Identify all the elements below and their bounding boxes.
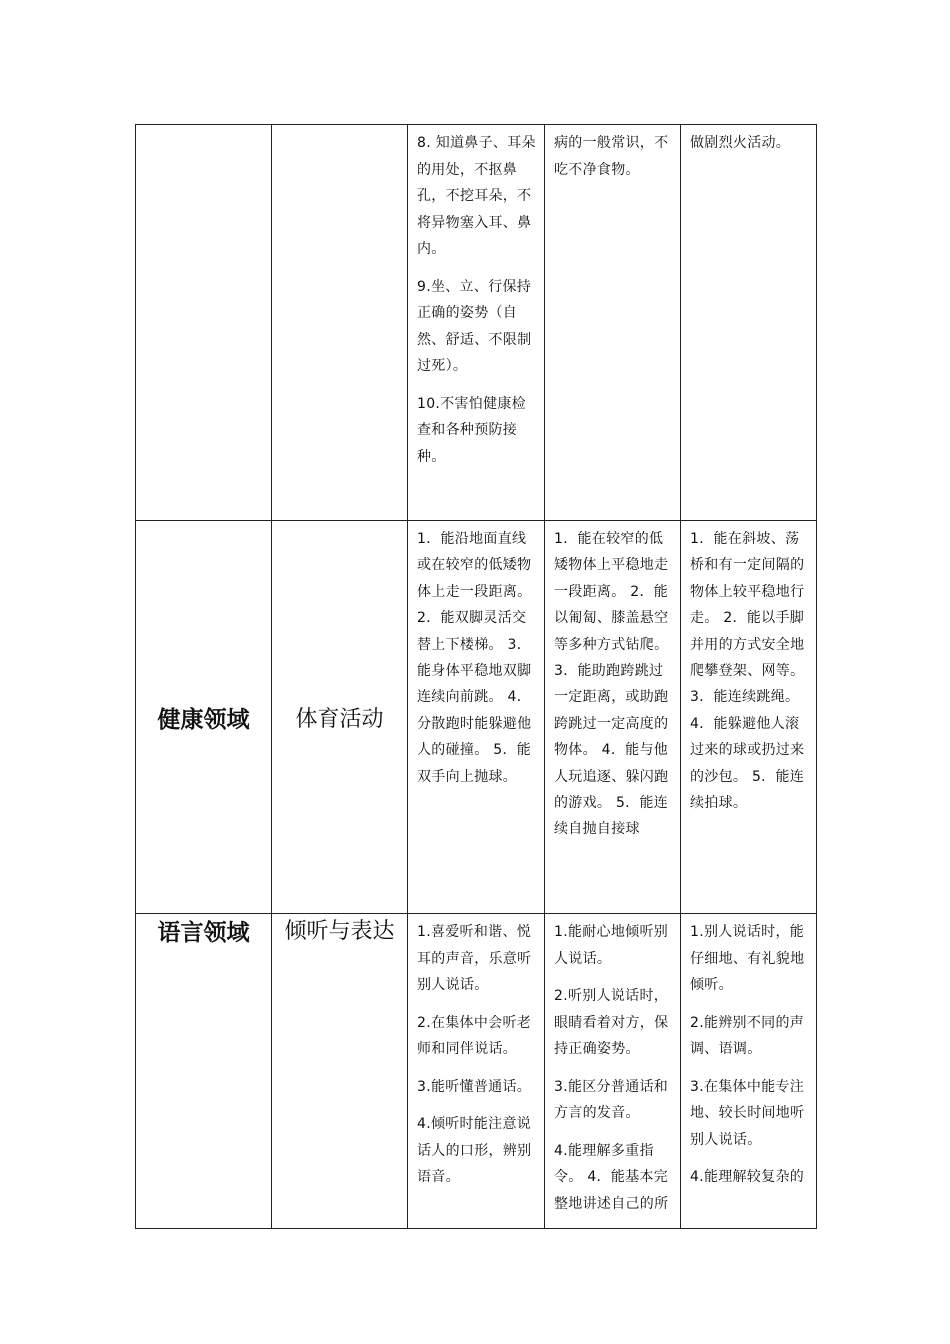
goal-item: 2.在集体中会听老师和同伴说话。 [417, 1014, 532, 1057]
goal-item: 1．能在斜坡、荡桥和有一定间隔的物体上较平稳地行走。 2．能以手脚并用的方式安全地爬攀登架、网等。 3．能连续跳绳。 4．能躲避他人滚过来的球或扔过来的沙包。 5．能连续拍球。 [690, 531, 805, 812]
goal-item: 4.能理解多重指令。 4．能基本完整地讲述自己的所 [554, 1142, 669, 1212]
goal-cell-age-3-4 [408, 125, 545, 521]
table-row [136, 521, 817, 914]
curriculum-table [135, 124, 817, 1229]
goal-item: 10.不害怕健康检查和各种预防接种。 [417, 395, 526, 465]
goal-cell-age-5-6 [681, 125, 817, 521]
domain-cell [136, 125, 272, 521]
goal-cell-age-5-6 [681, 521, 817, 914]
goal-item: 2.听别人说话时，眼睛看着对方，保持正确姿势。 [554, 988, 669, 1057]
activity-cell [272, 125, 408, 521]
domain-cell [136, 521, 272, 914]
domain-cell [136, 914, 272, 1229]
goal-cell-age-4-5 [545, 521, 681, 914]
goal-item: 4.能理解较复杂的 [690, 1169, 805, 1185]
goal-item: 1.别人说话时，能仔细地、有礼貌地倾听。 [690, 924, 805, 993]
goal-item: 1．能在较窄的低矮物体上平稳地走一段距离。 2．能以匍匐、膝盖悬空等多种方式钻爬。 3．能助跑跨跳过一定距离，或助跑跨跳过一定高度的物体。 4．能与他人玩追逐、躲闪跑的游戏。 5．能连续自抛自接球 [554, 531, 669, 838]
goal-cell-age-3-4 [408, 914, 545, 1229]
goal-item: 3.能区分普通话和方言的发音。 [554, 1078, 669, 1121]
goal-item: 1．能沿地面直线或在较窄的低矮物体上走一段距离。 2．能双脚灵活交替上下楼梯。 3．能身体平稳地双脚连续向前跳。 4．分散跑时能躲避他人的碰撞。 5．能双手向上抛球。 [417, 531, 532, 785]
domain-label: 健康领域 [157, 706, 250, 733]
goal-cell-age-5-6 [681, 914, 817, 1229]
table-row [136, 914, 817, 1229]
goal-item: 病的一般常识，不吃不净食物。 [554, 135, 669, 178]
goal-item: 9.坐、立、行保持正确的姿势（自然、舒适、不限制过死）。 [417, 278, 532, 374]
domain-label: 语言领域 [157, 920, 250, 946]
goal-cell-age-3-4 [408, 521, 545, 914]
goal-item: 8. 知道鼻子、耳朵的用处，不抠鼻孔，不挖耳朵，不将异物塞入耳、鼻内。 [417, 135, 536, 257]
goal-cell-age-4-5 [545, 125, 681, 521]
goal-item: 3.在集体中能专注地、较长时间地听别人说话。 [690, 1078, 805, 1148]
activity-cell [272, 914, 408, 1229]
goal-item: 4.倾听时能注意说话人的口形，辨别语音。 [417, 1116, 532, 1185]
table-row [136, 125, 817, 521]
goal-item: 做剧烈火活动。 [690, 135, 791, 151]
activity-label: 体育活动 [295, 706, 384, 732]
activity-label: 倾听与表达 [284, 919, 395, 944]
goal-item: 2.能辨别不同的声调、语调。 [690, 1014, 805, 1057]
goal-item: 3.能听懂普通话。 [417, 1078, 532, 1095]
activity-cell [272, 521, 408, 914]
goal-item: 1.能耐心地倾听别人说话。 [554, 924, 669, 967]
goal-item: 1.喜爱听和谐、悦耳的声音，乐意听别人说话。 [417, 924, 532, 993]
goal-cell-age-4-5 [545, 914, 681, 1229]
